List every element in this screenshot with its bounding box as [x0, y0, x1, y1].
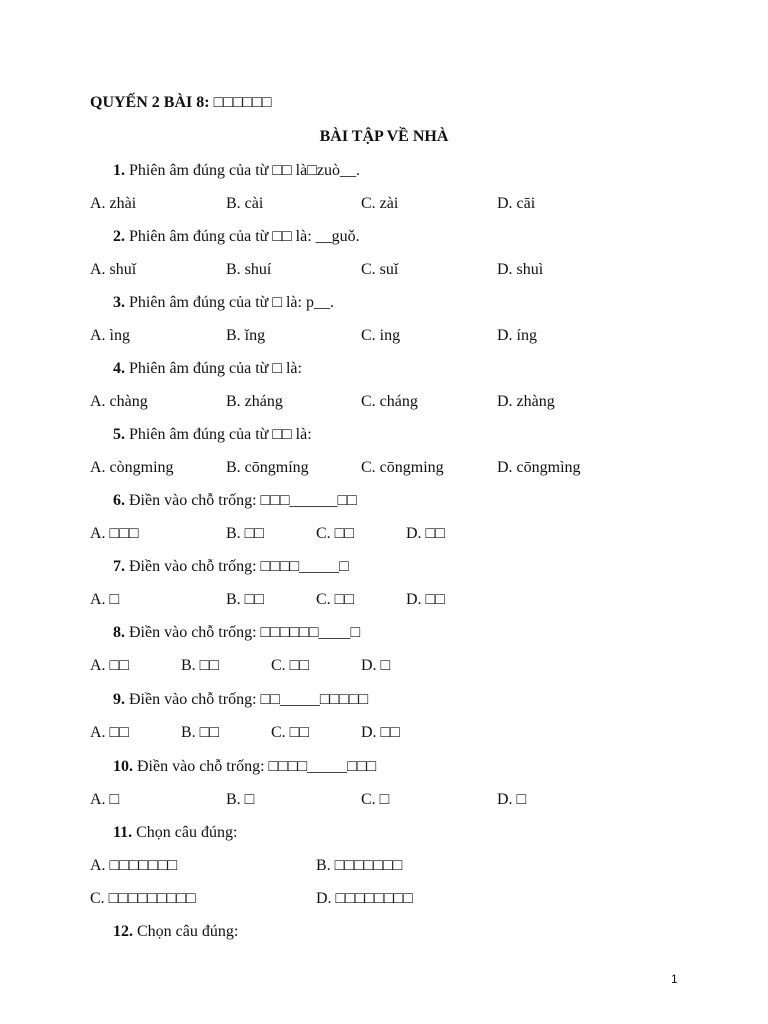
option-d: D. □□ [406, 525, 445, 542]
section-heading: BÀI TẬP VỀ NHÀ [319, 128, 449, 145]
option-c: C. zài [361, 195, 399, 212]
document-title: QUYẾN 2 BÀI 8: □□□□□□ [90, 94, 272, 111]
question-number: 10. [113, 758, 133, 775]
option-d: D. □□ [361, 724, 400, 741]
option-a: A. ìng [90, 327, 130, 344]
option-b: B. □□ [226, 591, 264, 608]
options-row-11b [90, 889, 710, 909]
question-text: Điền vào chỗ trống: □□□□_____□□□ [133, 758, 377, 775]
option-c: C. □ [361, 791, 390, 808]
options-row-10 [90, 790, 710, 810]
option-a: A. □ [90, 591, 120, 608]
question-2 [113, 227, 360, 247]
option-c: C. □□ [271, 724, 309, 741]
question-8 [113, 623, 360, 643]
option-b: B. zháng [226, 393, 283, 410]
question-7 [113, 557, 349, 577]
option-a: A. □□□ [90, 525, 139, 542]
option-b: B. □□ [181, 657, 219, 674]
option-a: A. □□□□□□□ [90, 857, 178, 874]
question-1 [113, 161, 360, 181]
option-b: B. □□ [226, 525, 264, 542]
options-row-6 [90, 524, 710, 544]
question-number: 11. [113, 824, 133, 841]
option-d: D. zhàng [497, 393, 555, 410]
option-a: A. còngming [90, 459, 174, 476]
option-c: C. □□ [316, 525, 354, 542]
option-a: A. shuǐ [90, 261, 137, 278]
question-9 [113, 690, 368, 710]
question-number: 5. [113, 426, 125, 443]
option-b: B. □□ [181, 724, 219, 741]
option-c: C. □□□□□□□□□ [90, 890, 196, 907]
option-b: B. cài [226, 195, 264, 212]
question-number: 12. [113, 923, 133, 940]
option-c: C. cháng [361, 393, 418, 410]
question-text: Chọn câu đúng: [132, 824, 238, 841]
question-number: 2. [113, 228, 125, 245]
question-text: Chọn câu đúng: [133, 923, 239, 940]
options-row-3 [90, 326, 710, 346]
option-b: B. □□□□□□□ [316, 857, 403, 874]
question-text: Phiên âm đúng của từ □ là: [125, 360, 302, 377]
question-5 [113, 425, 312, 445]
options-row-9 [90, 723, 710, 743]
question-10 [113, 757, 376, 777]
question-number: 9. [113, 691, 125, 708]
option-b: B. shuí [226, 261, 272, 278]
option-d: D. íng [497, 327, 537, 344]
question-number: 7. [113, 558, 125, 575]
question-text: Điền vào chỗ trống: □□□□□□____□ [125, 624, 361, 641]
option-d: D. □□□□□□□□ [316, 890, 413, 907]
option-d: D. shuì [497, 261, 544, 278]
option-a: A. chàng [90, 393, 148, 410]
option-c: C. □□ [271, 657, 309, 674]
option-d: D. □ [497, 791, 527, 808]
options-row-11a [90, 856, 710, 876]
question-4 [113, 359, 302, 379]
option-d: D. □ [361, 657, 391, 674]
question-number: 4. [113, 360, 125, 377]
option-b: B. ǐng [226, 327, 266, 344]
question-number: 3. [113, 294, 125, 311]
options-row-5 [90, 458, 710, 478]
question-text: Phiên âm đúng của từ □ là: p__. [125, 294, 334, 311]
option-c: C. ing [361, 327, 401, 344]
options-row-7 [90, 590, 710, 610]
option-d: D. □□ [406, 591, 445, 608]
option-a: A. □ [90, 791, 120, 808]
option-d: D. cōngmìng [497, 459, 581, 476]
option-a: A. zhài [90, 195, 137, 212]
question-text: Điền vào chỗ trống: □□□□_____□ [125, 558, 349, 575]
question-12 [113, 922, 238, 942]
options-row-8 [90, 656, 710, 676]
question-number: 8. [113, 624, 125, 641]
question-text: Điền vào chỗ trống: □□_____□□□□□ [125, 691, 369, 708]
question-text: Phiên âm đúng của từ □□ là□zuò__. [125, 162, 360, 179]
question-11 [113, 823, 237, 843]
option-b: B. □ [226, 791, 255, 808]
option-a: A. □□ [90, 724, 129, 741]
options-row-1 [90, 194, 710, 214]
question-number: 1. [113, 162, 125, 179]
options-row-2 [90, 260, 710, 280]
option-c: C. cōngming [361, 459, 444, 476]
question-3 [113, 293, 334, 313]
option-b: B. cōngmíng [226, 459, 309, 476]
option-c: C. suǐ [361, 261, 399, 278]
question-number: 6. [113, 492, 125, 509]
question-6 [113, 491, 357, 511]
option-c: C. □□ [316, 591, 354, 608]
question-text: Phiên âm đúng của từ □□ là: __guǒ. [125, 228, 360, 245]
options-row-4 [90, 392, 710, 412]
option-d: D. cāi [497, 195, 536, 212]
question-text: Điền vào chỗ trống: □□□______□□ [125, 492, 357, 509]
page-number: 1 [671, 972, 678, 986]
option-a: A. □□ [90, 657, 129, 674]
question-text: Phiên âm đúng của từ □□ là: [125, 426, 312, 443]
